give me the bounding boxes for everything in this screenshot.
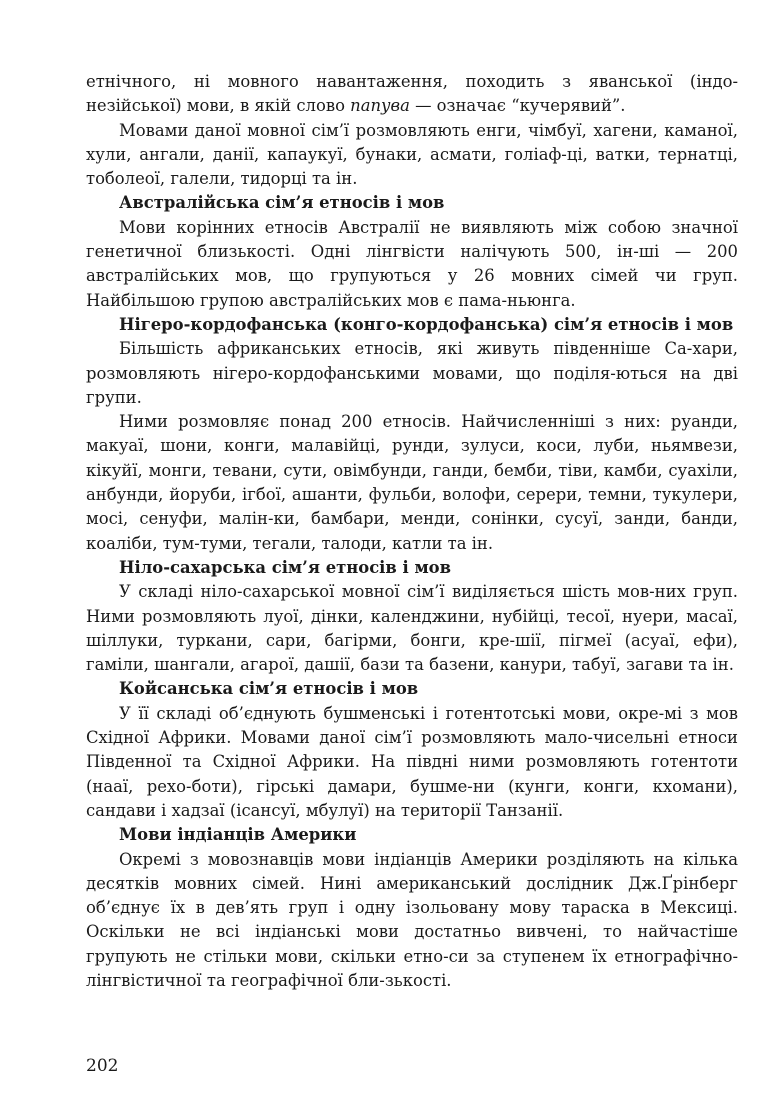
paragraph-text: У складі ніло-сахарської мовної сім’ї виділяється шість мов-них груп. Ними розмовляють луої, дінки, календжини, нубійці, тесої, нуери, масаї, шіллуки, туркани, сари, багірми, бонги, кре-шії, пігмеї (асуаї, ефи), гаміли, шангали, агарої, дашії, бази та базени, канури, табуї, загави та ін.	[86, 582, 738, 675]
paragraph	[86, 337, 738, 410]
section-heading: Мови індіанців Америки	[119, 825, 357, 845]
paragraph	[86, 848, 738, 994]
italic-term: папува	[350, 96, 410, 116]
section-heading: Нігеро-кордофанська (конго-кордофанська) сім’я етносів і мов	[119, 314, 734, 334]
paragraph	[86, 702, 738, 823]
section-heading: Австралійська сім’я етносів і мов	[119, 193, 445, 213]
paragraph-text: Мовами даної мовної сім’ї розмовляють енги, чімбуї, хагени, каманої, хули, ангали, данії, капаукуї, бунаки, асмати, голіаф-ці, ватки, тернатці, тоболеої, галели, тидорці та ін.	[86, 120, 738, 189]
paragraph-text: — означає “кучерявий”.	[409, 96, 626, 116]
paragraph	[86, 580, 738, 677]
paragraph-text: Більшість африканських етносів, які живуть південніше Са-хари, розмовляють нігеро-кордофанськими мовами, що поділя-ються на дві групи.	[86, 339, 738, 407]
paragraph-text: У її складі об’єднують бушменські і готентотські мови, окре-мі з мов Східної Африки. Мовами даної сім’ї розмовляють мало-чисельні етноси Південної та Східної Африки. На півдні ними розмовляють готентоти (нааї, рехо-боти), гірські дамари, бушме-ни (кунги, конги, кхомани), сандави і хадзаї (ісансуї, мбулуї) на території Танзанії.	[86, 703, 738, 820]
section-heading: Ніло-сахарська сім’я етносів і мов	[119, 557, 451, 577]
paragraph-text: Ними розмовляє понад 200 етносів. Найчисленніші з них: руанди, макуаї, шони, конги, малавійці, рунди, зулуси, коси, луби, ньямвези, кікуйї, монги, тевани, сути, овімбунди, ганди, бемби, тіви, камби, суахіли, анбунди, йоруби, ігбої, ашанти, фульби, волофи, серери, темни, тукулери, мосі, сенуфи, малін-ки, бамбари, менди, сонінки, сусуї, занди, банди, коаліби, тум-туми, тегали, талоди, катли та ін.	[86, 412, 738, 553]
paragraph	[86, 119, 738, 192]
paragraph-text: Мови корінних етносів Австралії не виявляють між собою значної генетичної близькості. Одні лінгвісти налічують 500, ін-ші — 200 австралійських мов, що групуються у 26 мовних сімей чи груп. Найбільшою групою австралійських мов є пама-ньюнга.	[86, 217, 738, 310]
paragraph	[86, 410, 738, 556]
page-number: 202	[86, 1056, 119, 1076]
paragraph-text: етнічного, ні мовного навантаження, походить з яванської (індо-незійської) мови, в якій слово	[86, 72, 738, 116]
paragraph-text: Окремі з мовознавців мови індіанців Америки розділяють на кілька десятків мовних сімей. Нині американський дослідник Дж.Ґрінберг об’єднує їх в дев’ять груп і одну ізольовану мову тараска в Мексиці. Оскільки не всі індіанські мови достатньо вивчені, то найчастіше групують не стільки мови, скільки етно-си за ступенем їх етнографічно-лінгвістичної та географічної бли-зькості.	[86, 849, 738, 990]
paragraph	[86, 70, 738, 119]
section-heading: Койсанська сім’я етносів і мов	[119, 679, 419, 699]
page-body-text	[86, 70, 738, 993]
paragraph	[86, 216, 738, 313]
